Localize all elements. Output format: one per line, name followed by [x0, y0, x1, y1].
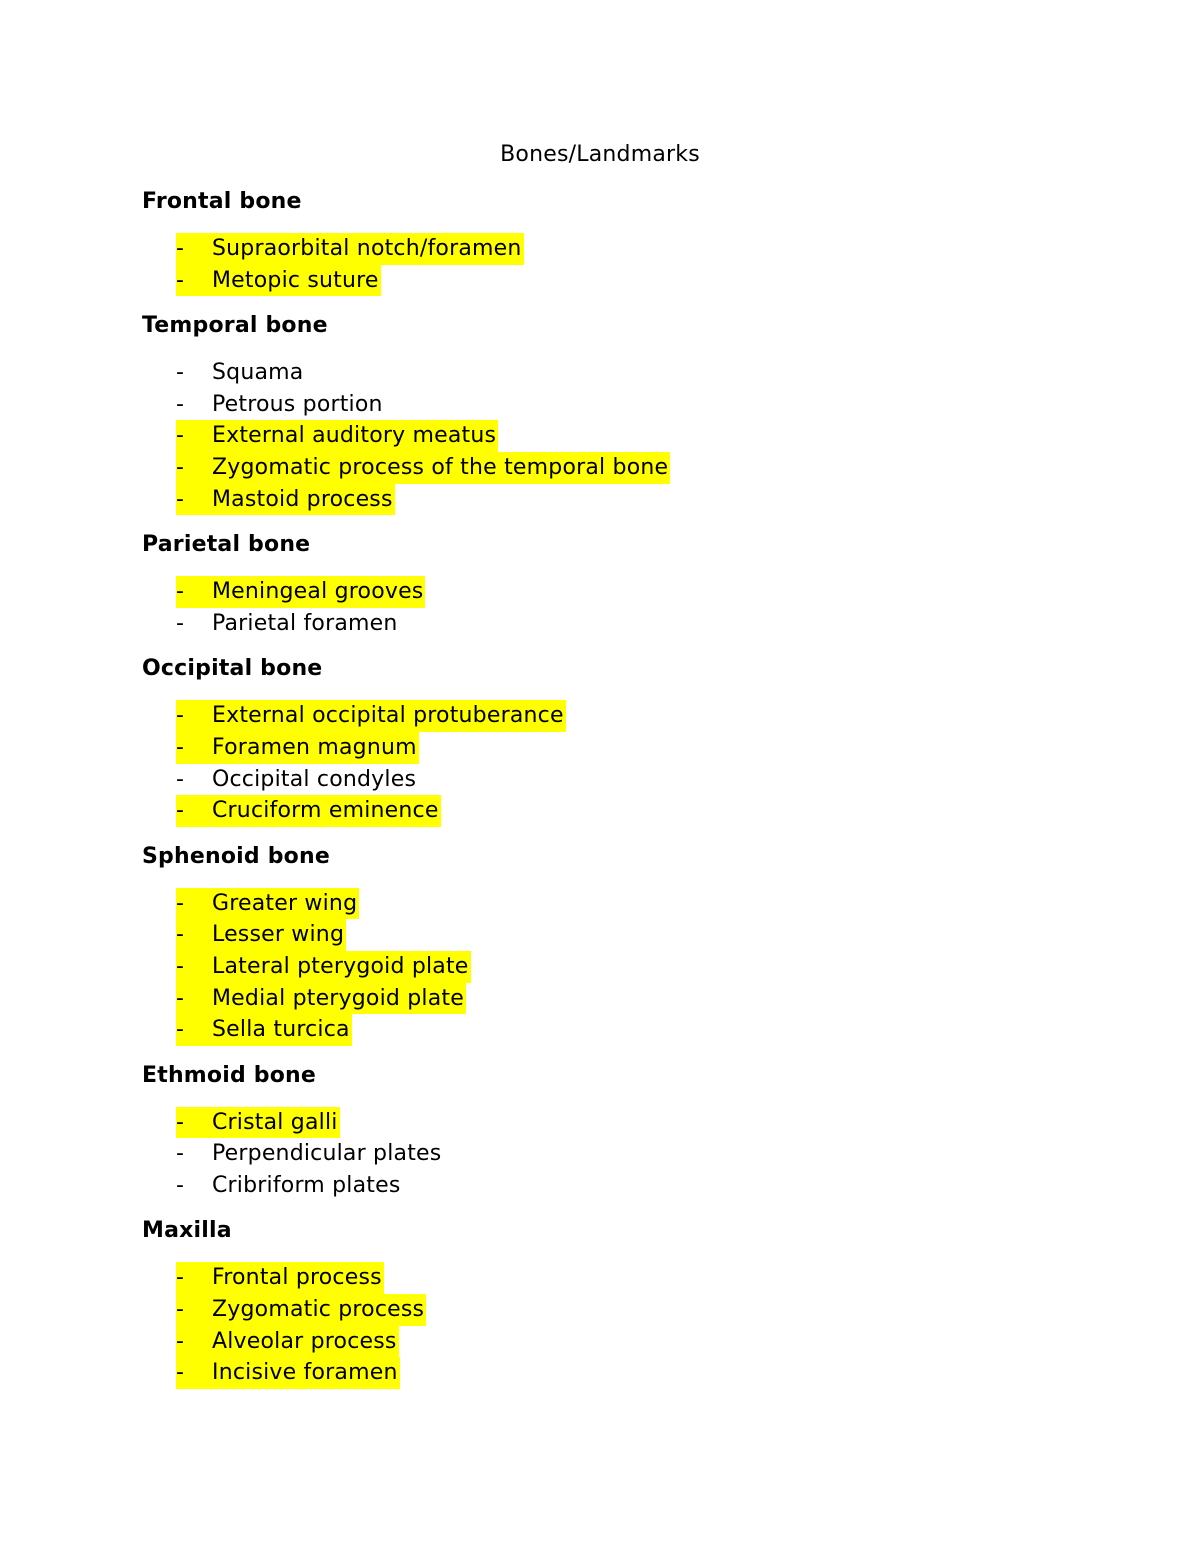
- list-item: [142, 1014, 1102, 1046]
- highlighted-landmark: [176, 983, 466, 1015]
- landmark-text: Petrous portion: [212, 391, 383, 417]
- section: [142, 310, 1102, 515]
- section: [142, 841, 1102, 1046]
- landmark-text: External occipital protuberance: [212, 703, 564, 729]
- landmark-text: Frontal process: [212, 1265, 382, 1291]
- section-heading: Parietal bone: [142, 532, 311, 558]
- list-item: [142, 764, 1102, 796]
- highlighted-landmark: [176, 420, 498, 452]
- document-title: Bones/Landmarks: [500, 142, 700, 167]
- list-item: [142, 608, 1102, 640]
- list-item: [142, 732, 1102, 764]
- highlighted-landmark: [176, 732, 419, 764]
- bullet-dash: -: [176, 922, 185, 948]
- bullet-dash: -: [176, 953, 185, 979]
- list-item: [142, 888, 1102, 920]
- bullet-dash: -: [176, 1017, 185, 1043]
- landmark-text: Lesser wing: [212, 922, 345, 948]
- list-item: [142, 452, 1102, 484]
- bullet-dash: -: [176, 486, 185, 512]
- bullet-dash: -: [176, 1172, 185, 1198]
- landmark-text: Sella turcica: [212, 1017, 350, 1043]
- highlighted-landmark: [176, 795, 441, 827]
- bullet-dash: -: [176, 1109, 185, 1135]
- list-item: [142, 484, 1102, 516]
- landmark-list: [142, 233, 1102, 296]
- list-item: [142, 983, 1102, 1015]
- bullet-dash: -: [176, 1265, 185, 1291]
- list-item: [142, 795, 1102, 827]
- bullet-dash: -: [176, 236, 185, 261]
- bullet-dash: -: [176, 454, 185, 480]
- landmark: [176, 357, 305, 389]
- landmark-text: Mastoid process: [212, 486, 393, 512]
- list-item: [142, 1262, 1102, 1294]
- landmark-text: Lateral pterygoid plate: [212, 953, 469, 979]
- list-item: [142, 357, 1102, 389]
- bullet-dash: -: [176, 360, 185, 386]
- landmark: [176, 389, 385, 421]
- bullet-dash: -: [176, 1141, 185, 1167]
- landmark-text: Supraorbital notch/foramen: [212, 236, 522, 261]
- landmark: [176, 764, 418, 796]
- landmark-text: Alveolar process: [212, 1328, 397, 1354]
- landmark-text: Metopic suture: [212, 267, 379, 293]
- list-item: [142, 576, 1102, 608]
- section: [142, 186, 1102, 296]
- bullet-dash: -: [176, 798, 185, 824]
- landmark-text: Perpendicular plates: [212, 1141, 442, 1167]
- highlighted-landmark: [176, 888, 359, 920]
- landmark-text: Foramen magnum: [212, 734, 417, 760]
- highlighted-landmark: [176, 576, 425, 608]
- landmark-list: [142, 1107, 1102, 1202]
- section-heading: Occipital bone: [142, 656, 323, 682]
- section-heading: Maxilla: [142, 1218, 232, 1244]
- bullet-dash: -: [176, 391, 185, 417]
- bullet-dash: -: [176, 1328, 185, 1354]
- bullet-dash: -: [176, 766, 185, 792]
- landmark-text: Zygomatic process of the temporal bone: [212, 454, 669, 480]
- landmark-text: Cribriform plates: [212, 1172, 401, 1198]
- section: [142, 653, 1102, 826]
- list-item: [142, 1357, 1102, 1389]
- highlighted-landmark: [176, 951, 471, 983]
- landmark-text: Meningeal grooves: [212, 579, 424, 605]
- section-container: [142, 186, 1102, 1403]
- landmark-text: Cruciform eminence: [212, 798, 439, 824]
- section-heading: Frontal bone: [142, 189, 302, 214]
- list-item: [142, 919, 1102, 951]
- highlighted-landmark: [176, 452, 670, 484]
- bullet-dash: -: [176, 579, 185, 605]
- landmark-text: Zygomatic process: [212, 1297, 425, 1323]
- landmark-list: [142, 1262, 1102, 1388]
- bullet-dash: -: [176, 890, 185, 916]
- highlighted-landmark: [176, 1294, 426, 1326]
- landmark-list: [142, 888, 1102, 1046]
- highlighted-landmark: [176, 1262, 384, 1294]
- highlighted-landmark: [176, 265, 381, 297]
- list-item: [142, 1294, 1102, 1326]
- landmark: [176, 1170, 403, 1202]
- list-item: [142, 233, 1102, 265]
- highlighted-landmark: [176, 1014, 352, 1046]
- list-item: [142, 1107, 1102, 1139]
- highlighted-landmark: [176, 1107, 340, 1139]
- bullet-dash: -: [176, 1297, 185, 1323]
- bullet-dash: -: [176, 734, 185, 760]
- bullet-dash: -: [176, 703, 185, 729]
- landmark-text: External auditory meatus: [212, 423, 497, 449]
- list-item: [142, 1326, 1102, 1358]
- list-item: [142, 389, 1102, 421]
- landmark: [176, 1138, 443, 1170]
- highlighted-landmark: [176, 700, 566, 732]
- list-item: [142, 1138, 1102, 1170]
- section-heading: Temporal bone: [142, 313, 328, 339]
- landmark-list: [142, 357, 1102, 515]
- highlighted-landmark: [176, 1326, 399, 1358]
- list-item: [142, 420, 1102, 452]
- landmark: [176, 608, 400, 640]
- bullet-dash: -: [176, 610, 185, 636]
- landmark-list: [142, 576, 1102, 639]
- bullet-dash: -: [176, 267, 185, 293]
- bullet-dash: -: [176, 985, 185, 1011]
- highlighted-landmark: [176, 484, 395, 516]
- section-heading: Sphenoid bone: [142, 843, 330, 869]
- bullet-dash: -: [176, 1360, 185, 1386]
- section: [142, 1215, 1102, 1388]
- list-item: [142, 951, 1102, 983]
- landmark-text: Incisive foramen: [212, 1360, 398, 1386]
- section-heading: Ethmoid bone: [142, 1062, 317, 1088]
- section: [142, 529, 1102, 639]
- section: [142, 1060, 1102, 1202]
- highlighted-landmark: [176, 233, 524, 265]
- highlighted-landmark: [176, 919, 346, 951]
- landmark-list: [142, 700, 1102, 826]
- list-item: [142, 265, 1102, 297]
- landmark-text: Squama: [212, 360, 304, 386]
- landmark-text: Parietal foramen: [212, 610, 398, 636]
- landmark-text: Greater wing: [212, 890, 358, 916]
- bullet-dash: -: [176, 423, 185, 449]
- landmark-text: Medial pterygoid plate: [212, 985, 464, 1011]
- landmark-text: Cristal galli: [212, 1109, 338, 1135]
- list-item: [142, 1170, 1102, 1202]
- landmark-text: Occipital condyles: [212, 766, 417, 792]
- list-item: [142, 700, 1102, 732]
- highlighted-landmark: [176, 1357, 400, 1389]
